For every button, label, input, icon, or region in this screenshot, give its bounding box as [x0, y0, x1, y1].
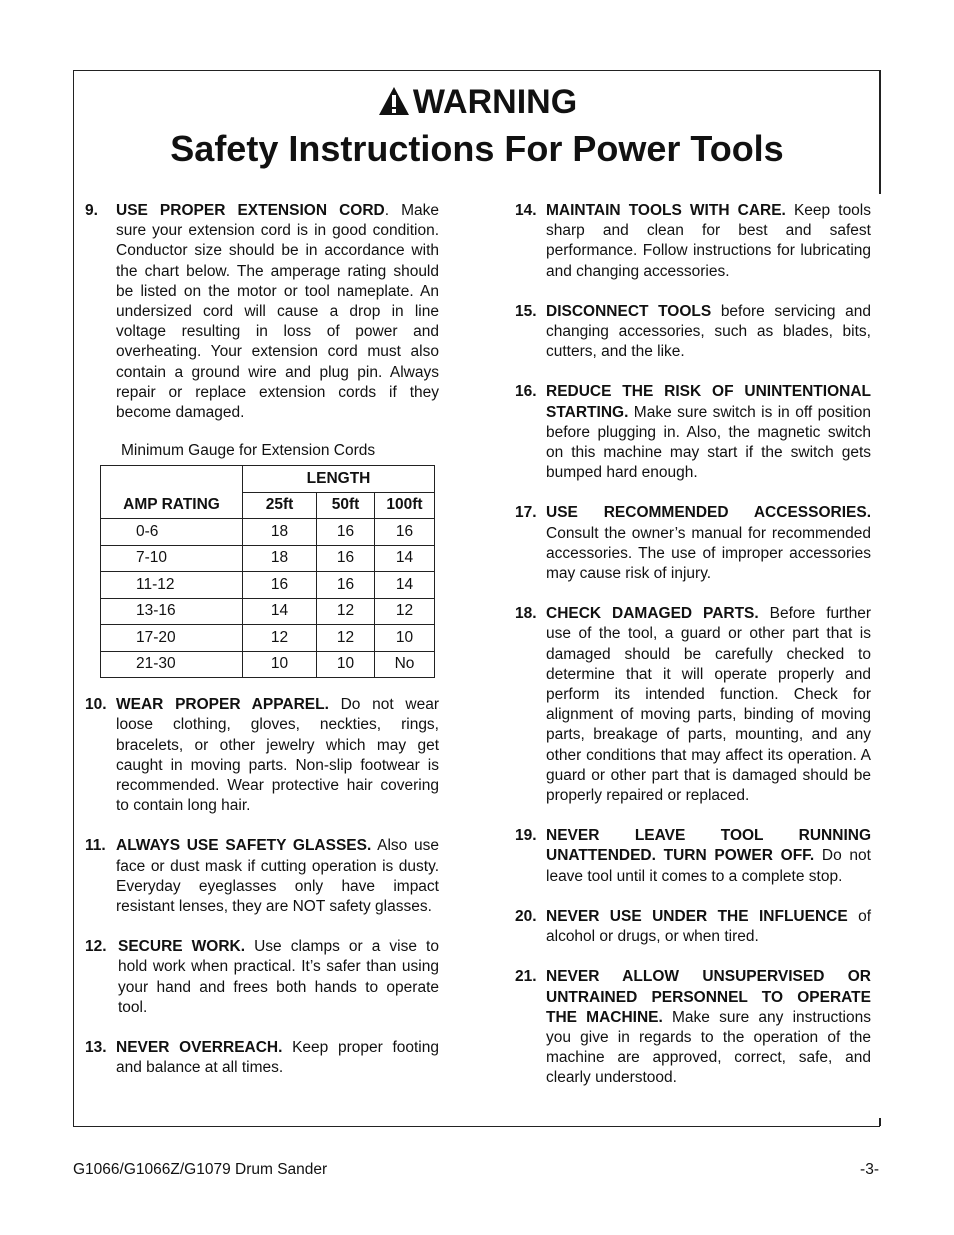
gauge-cell: 10 — [317, 651, 375, 678]
item-body — [546, 907, 871, 947]
item-body — [118, 937, 439, 1018]
item-16 — [515, 382, 871, 483]
item-heading: SECURE WORK. — [118, 938, 246, 956]
item-15 — [515, 302, 871, 363]
item-heading: NEVER LEAVE TOOL RUNNING UNATTENDED. TURN POWER OFF. — [546, 827, 871, 865]
item-18 — [515, 604, 871, 806]
item-14 — [515, 201, 871, 282]
item-text: of alcohol or drugs, or when tired. — [546, 907, 871, 946]
item-text: Keep proper footing and balance at all times. — [116, 1039, 439, 1077]
right-column — [515, 201, 871, 1109]
item-text: Make sure switch is in off position before plugging in. Also, the magnetic switch on this machine may start if the switch gets bumped hard enough. — [546, 403, 871, 482]
item-body — [546, 967, 871, 1088]
item-body — [116, 1038, 439, 1078]
amp-rating-header: AMP RATING — [101, 466, 243, 519]
gauge-cell: 16 — [243, 572, 317, 599]
item-number: 9. — [85, 202, 98, 219]
item-19 — [515, 826, 871, 887]
item-number: 20. — [515, 907, 537, 925]
footer-model: G1066/G1066Z/G1079 Drum Sander — [73, 1161, 328, 1178]
amp-cell: 0-6 — [101, 519, 243, 546]
gauge-cell: 18 — [243, 545, 317, 572]
item-body — [546, 503, 871, 584]
item-11 — [85, 836, 439, 917]
item-body — [546, 201, 871, 282]
gauge-cell: 12 — [317, 625, 375, 652]
item-10 — [85, 695, 439, 816]
amp-cell: 7-10 — [101, 545, 243, 572]
gauge-cell: 14 — [375, 572, 435, 599]
item-body — [546, 382, 871, 483]
left-column — [85, 201, 439, 1098]
item-heading: NEVER ALLOW UNSUPERVISED OR UNTRAINED PERSONNEL TO OPERATE THE MACHINE. — [546, 968, 871, 1026]
item-21 — [515, 967, 871, 1088]
table-row — [101, 519, 435, 546]
gauge-cell: 10 — [243, 651, 317, 678]
item-number: 21. — [515, 968, 537, 986]
col-header-100ft: 100ft — [375, 492, 435, 519]
item-text: Before further use of the tool, a guard or other part that is damaged should be carefully checked to determine that it will operate properly and perform its intended function. Check for alignment of moving parts, binding of moving parts, breakage of parts, mounting, and any other conditions that may affect its operation. A guard or other part that is damaged should be properly repaired or replaced. — [546, 605, 872, 805]
item-number: 19. — [515, 827, 537, 845]
item-number: 15. — [515, 302, 537, 320]
item-20 — [515, 907, 871, 947]
gauge-cell: 10 — [375, 625, 435, 652]
item-text: Keep tools sharp and clean for best and safest performance. Follow instructions for lubricating and changing accessories. — [546, 202, 871, 280]
warning-triangle-icon — [377, 85, 411, 117]
item-heading: WEAR PROPER APPAREL. — [116, 696, 329, 714]
item-heading: CHECK DAMAGED PARTS. — [546, 605, 759, 623]
item-9 — [85, 201, 439, 423]
item-body — [546, 302, 871, 363]
item-13 — [85, 1038, 439, 1078]
extension-cord-gauge-table — [100, 465, 435, 678]
warning-heading — [0, 82, 954, 122]
gauge-cell: 12 — [317, 598, 375, 625]
item-text: Do not leave tool until it comes to a complete stop. — [546, 847, 871, 885]
warning-word: WARNING — [412, 83, 578, 121]
gauge-cell: 14 — [375, 545, 435, 572]
amp-cell: 17-20 — [101, 625, 243, 652]
item-number: 16. — [515, 383, 537, 401]
item-heading: USE RECOMMENDED ACCESSORIES. — [546, 504, 871, 522]
item-text: before servicing and changing accessories, such as blades, bits, cutters, and the like. — [546, 302, 872, 361]
gauge-cell: 18 — [243, 519, 317, 546]
item-text: Consult the owner’s manual for recommended accessories. The use of improper accessories may cause risk of injury. — [546, 524, 871, 583]
table-row — [101, 572, 435, 599]
amp-cell: 21-30 — [101, 651, 243, 678]
amp-cell: 11-12 — [101, 572, 243, 599]
table-row — [101, 625, 435, 652]
length-header: LENGTH — [243, 466, 435, 493]
page-title: Safety Instructions For Power Tools — [170, 128, 784, 169]
table-row — [101, 545, 435, 572]
item-heading: NEVER USE UNDER THE INFLUENCE — [546, 907, 848, 925]
frame-corner-tick — [879, 1118, 881, 1126]
col-header-50ft: 50ft — [317, 492, 375, 519]
item-number: 17. — [515, 504, 537, 522]
item-12 — [85, 937, 439, 1018]
item-body — [546, 604, 871, 806]
gauge-cell: 12 — [375, 598, 435, 625]
item-heading: ALWAYS USE SAFETY GLASSES. — [116, 837, 372, 855]
item-number: 12. — [85, 938, 107, 956]
item-heading: USE PROPER EXTENSION CORD — [116, 202, 385, 219]
table-row — [101, 651, 435, 678]
item-number: 11. — [85, 837, 106, 855]
item-body — [546, 826, 871, 887]
item-text: Use clamps or a vise to hold work when practical. It’s safer than using your hand and frees both hands to operate tool. — [118, 938, 439, 1016]
footer-page-number: -3- — [860, 1161, 879, 1178]
item-heading: REDUCE THE RISK OF UNINTENTIONAL STARTING. — [546, 383, 871, 421]
item-17 — [515, 503, 871, 584]
item-body — [116, 836, 439, 917]
item-heading: NEVER OVERREACH. — [116, 1039, 283, 1057]
gauge-cell: 16 — [317, 572, 375, 599]
item-body — [116, 201, 439, 423]
gauge-cell: 14 — [243, 598, 317, 625]
item-number: 14. — [515, 202, 537, 219]
item-body — [116, 695, 439, 816]
gauge-cell: 16 — [375, 519, 435, 546]
item-number: 13. — [85, 1039, 107, 1057]
item-heading: MAINTAIN TOOLS WITH CARE. — [546, 202, 786, 219]
item-text: Do not wear loose clothing, gloves, neckties, rings, bracelets, or other jewelry which may get caught in moving parts. Non-slip footwear is recommended. Wear protective hair covering to contain long hair. — [116, 696, 439, 815]
item-text: Make sure any instructions you give in regards to the operation of the machine are approved, correct, safe, and clearly understood. — [546, 1008, 871, 1087]
gauge-cell: 12 — [243, 625, 317, 652]
table-caption: Minimum Gauge for Extension Cords — [121, 442, 376, 460]
gauge-cell: 16 — [317, 545, 375, 572]
item-text: Also use face or dust mask if cutting operation is dusty. Everyday eyeglasses only have impact resistant lenses, they are NOT safety glasses. — [116, 837, 439, 916]
item-number: 18. — [515, 605, 537, 623]
item-text: . Make sure your extension cord is in good condition. Conductor size should be in accordance with the chart below. The amperage rating should be listed on the motor or tool nameplate. An undersized cord will cause a drop in line voltage resulting in loss of power and overheating. Your extension cord must also contain a ground wire and plug pin. Always repair or replace extension cords if they become damaged. — [116, 202, 439, 422]
item-heading: DISCONNECT TOOLS — [546, 302, 712, 320]
amp-cell: 13-16 — [101, 598, 243, 625]
gauge-cell: 16 — [317, 519, 375, 546]
item-number: 10. — [85, 696, 107, 714]
table-row — [101, 598, 435, 625]
gauge-cell: No — [375, 651, 435, 678]
col-header-25ft: 25ft — [243, 492, 317, 519]
